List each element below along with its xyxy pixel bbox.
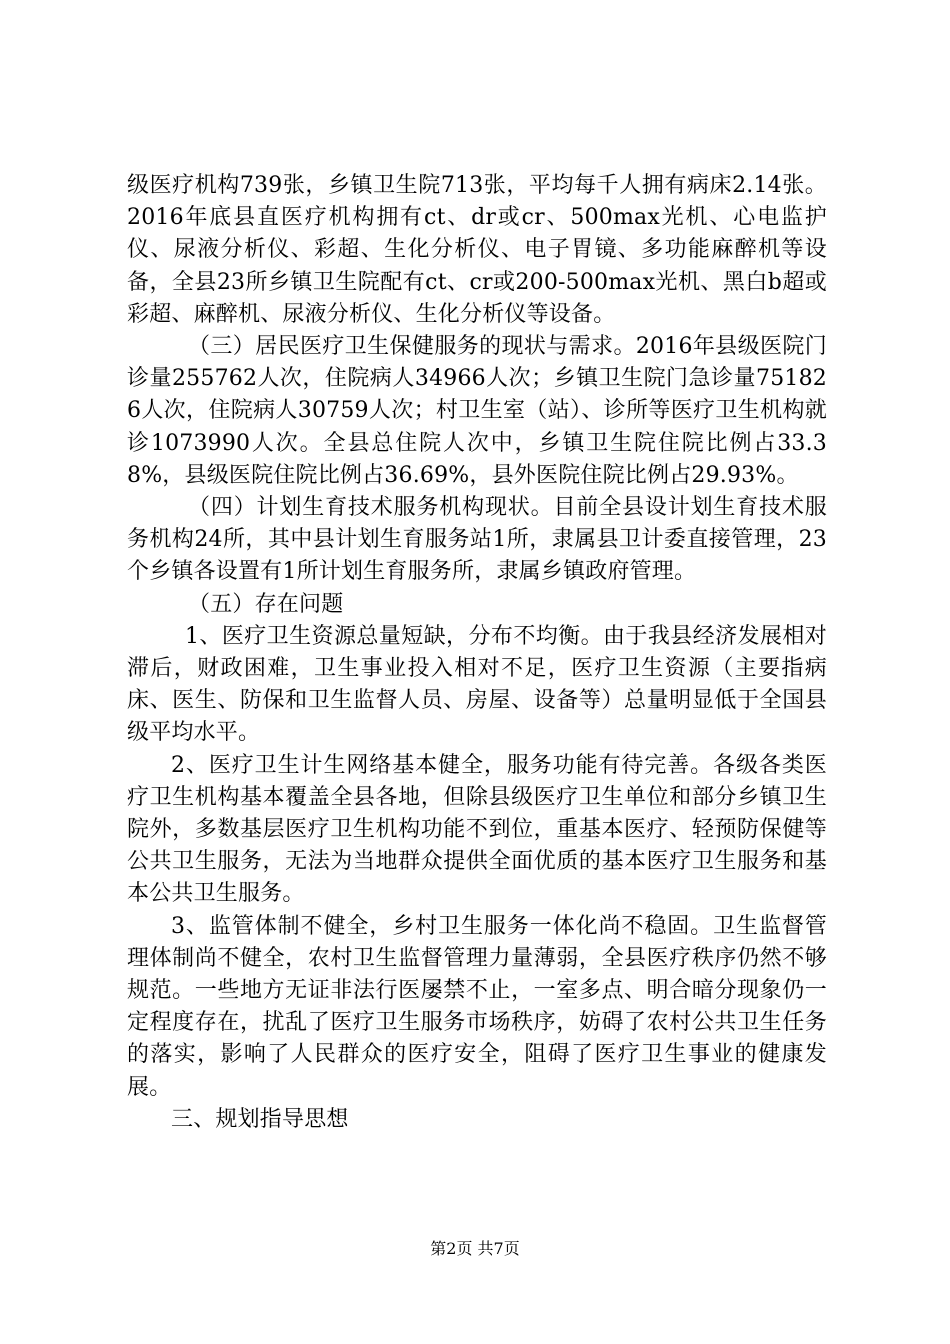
- paragraph-section-4: （四）计划生育技术服务机构现状。目前全县设计划生育技术服务机构24所，其中县计划生育服务站1所，隶属县卫计委直接管理，23个乡镇各设置有1所计划生育服务所，隶属乡镇政府管理。: [127, 495, 827, 585]
- heading-part-3: 三、规划指导思想: [171, 1106, 349, 1132]
- paragraph-issue-2: 2、医疗卫生计生网络基本健全，服务功能有待完善。各级各类医疗卫生机构基本覆盖全县各地，但除县级医疗卫生单位和部分乡镇卫生院外，多数基层医疗卫生机构功能不到位，重基本医疗、轻预防保健等公共卫生服务，无法为当地群众提供全面优质的基本医疗卫生服务和基本公共卫生服务。: [127, 752, 827, 907]
- paragraph-equipment: 级医疗机构739张，乡镇卫生院713张，平均每千人拥有病床2.14张。2016年底县直医疗机构拥有ct、dr或cr、500max光机、心电监护仪、尿液分析仪、彩超、生化分析仪、电子胃镜、多功能麻醉机等设备，全县23所乡镇卫生院配有ct、cr或200-500max光机、黑白b超或彩超、麻醉机、尿液分析仪、生化分析仪等设备。: [127, 173, 827, 327]
- heading-section-5: （五）存在问题: [188, 591, 344, 617]
- paragraph-issue-1: 1、医疗卫生资源总量短缺，分布不均衡。由于我县经济发展相对滞后，财政困难，卫生事业投入相对不足，医疗卫生资源（主要指病床、医生、防保和卫生监督人员、房屋、设备等）总量明显低于全国县级平均水平。: [127, 623, 827, 746]
- document-body: [127, 170, 827, 1136]
- page-footer: 第2页 共7页: [430, 1239, 520, 1258]
- paragraph-section-3: （三）居民医疗卫生保健服务的现状与需求。2016年县级医院门诊量255762人次，住院病人34966人次；乡镇卫生院门急诊量751826人次，住院病人30759人次；村卫生室（站）、诊所等医疗卫生机构就诊1073990人次。全县总住院人次中，乡镇卫生院住院比例占33.38%，县级医院住院比例占36.69%，县外医院住院比例占29.93%。: [127, 334, 827, 488]
- paragraph-issue-3: 3、监管体制不健全，乡村卫生服务一体化尚不稳固。卫生监督管理体制尚不健全，农村卫生监督管理力量薄弱，全县医疗秩序仍然不够规范。一些地方无证非法行医屡禁不止，一室多点、明合暗分现象仍一定程度存在，扰乱了医疗卫生服务市场秩序，妨碍了农村公共卫生任务的落实，影响了人民群众的医疗安全，阻碍了医疗卫生事业的健康发展。: [127, 913, 827, 1100]
